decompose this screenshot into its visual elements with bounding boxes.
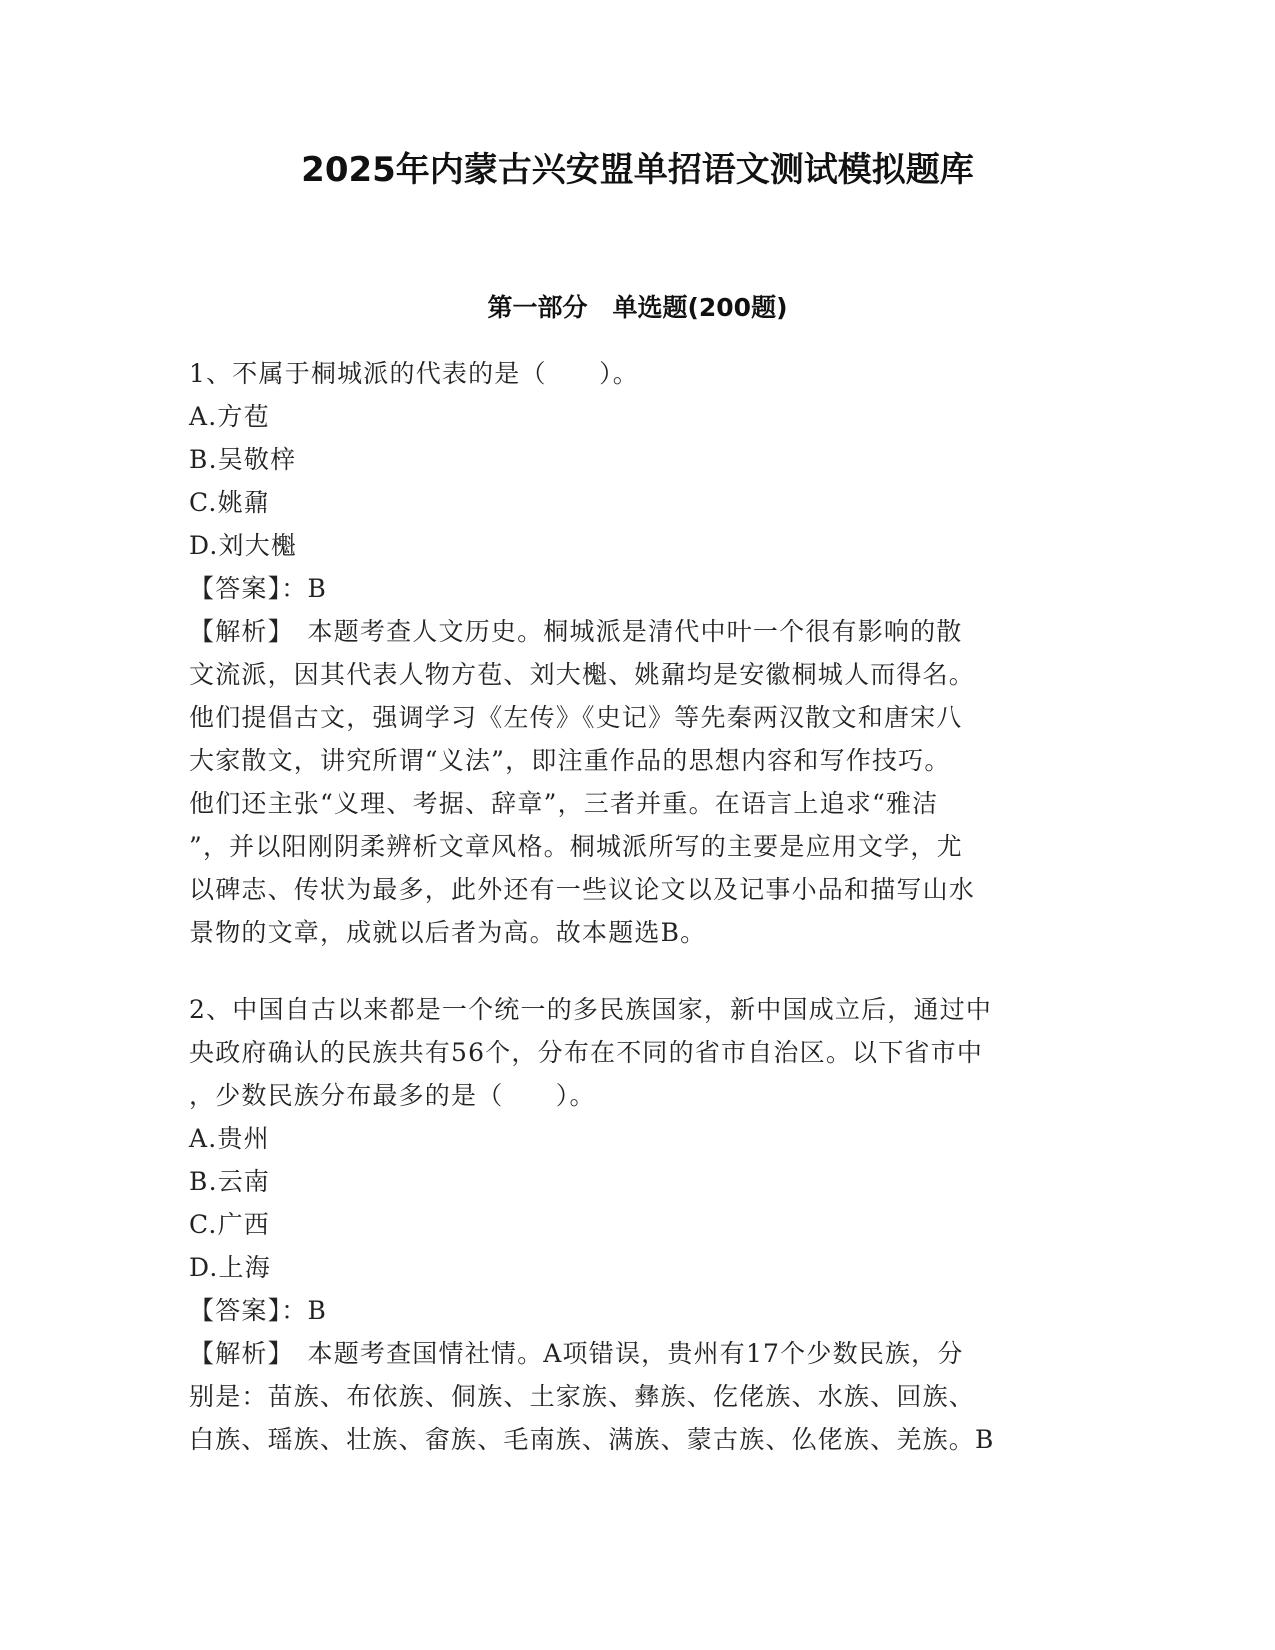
option-c: C.姚鼐 <box>189 488 270 517</box>
document-title: 2025年内蒙古兴安盟单招语文测试模拟题库 <box>301 150 974 190</box>
analysis-line: 他们提倡古文，强调学习《左传》《史记》等先秦两汉散文和唐宋八 <box>189 703 963 732</box>
question-stem <box>189 988 1079 1117</box>
option-d: D.刘大櫆 <box>189 531 298 560</box>
question-stem-line: ，少数民族分布最多的是（ ）。 <box>189 1081 596 1110</box>
answer: 【答案】：B <box>189 574 328 603</box>
question-stem-line: 2、中国自古以来都是一个统一的多民族国家，新中国成立后，通过中 <box>189 995 993 1024</box>
question-stem: 1、不属于桐城派的代表的是（ ）。 <box>189 359 640 388</box>
analysis-line: 他们还主张“义理、考据、辞章”，三者并重。在语言上追求“雅洁 <box>189 789 939 818</box>
analysis-line: 景物的文章，成就以后者为高。故本题选B。 <box>189 918 707 947</box>
analysis-line: 【解析】 本题考查人文历史。桐城派是清代中叶一个很有影响的散 <box>189 617 963 646</box>
option-d: D.上海 <box>189 1253 271 1282</box>
option-b: B.吴敬梓 <box>189 445 297 474</box>
analysis-line: 别是：苗族、布依族、侗族、土家族、彝族、仡佬族、水族、回族、 <box>189 1382 976 1411</box>
question-stem-line: 央政府确认的民族共有56个，分布在不同的省市自治区。以下省市中 <box>189 1038 984 1067</box>
analysis-line: 白族、瑶族、壮族、畲族、毛南族、满族、蒙古族、仫佬族、羌族。B <box>189 1425 995 1454</box>
section-title: 第一部分 单选题(200题) <box>487 293 788 322</box>
option-a: A.方苞 <box>189 402 270 431</box>
analysis-line: 以碑志、传状为最多，此外还有一些议论文以及记事小品和描写山水 <box>189 875 976 904</box>
analysis <box>189 1332 1079 1461</box>
answer: 【答案】：B <box>189 1296 328 1325</box>
analysis-line: 文流派，因其代表人物方苞、刘大櫆、姚鼐均是安徽桐城人而得名。 <box>189 660 976 689</box>
option-c: C.广西 <box>189 1210 270 1239</box>
analysis-line: ”，并以阳刚阴柔辨析文章风格。桐城派所写的主要是应用文学，尤 <box>189 832 963 861</box>
option-a: A.贵州 <box>189 1124 270 1153</box>
option-b: B.云南 <box>189 1167 271 1196</box>
analysis-line: 大家散文，讲究所谓“义法”，即注重作品的思想内容和写作技巧。 <box>189 746 951 775</box>
question-2 <box>189 988 1079 1461</box>
analysis <box>189 610 1079 954</box>
question-1 <box>189 352 1079 954</box>
analysis-line: 【解析】 本题考查国情社情。A项错误，贵州有17个少数民族，分 <box>189 1339 964 1368</box>
